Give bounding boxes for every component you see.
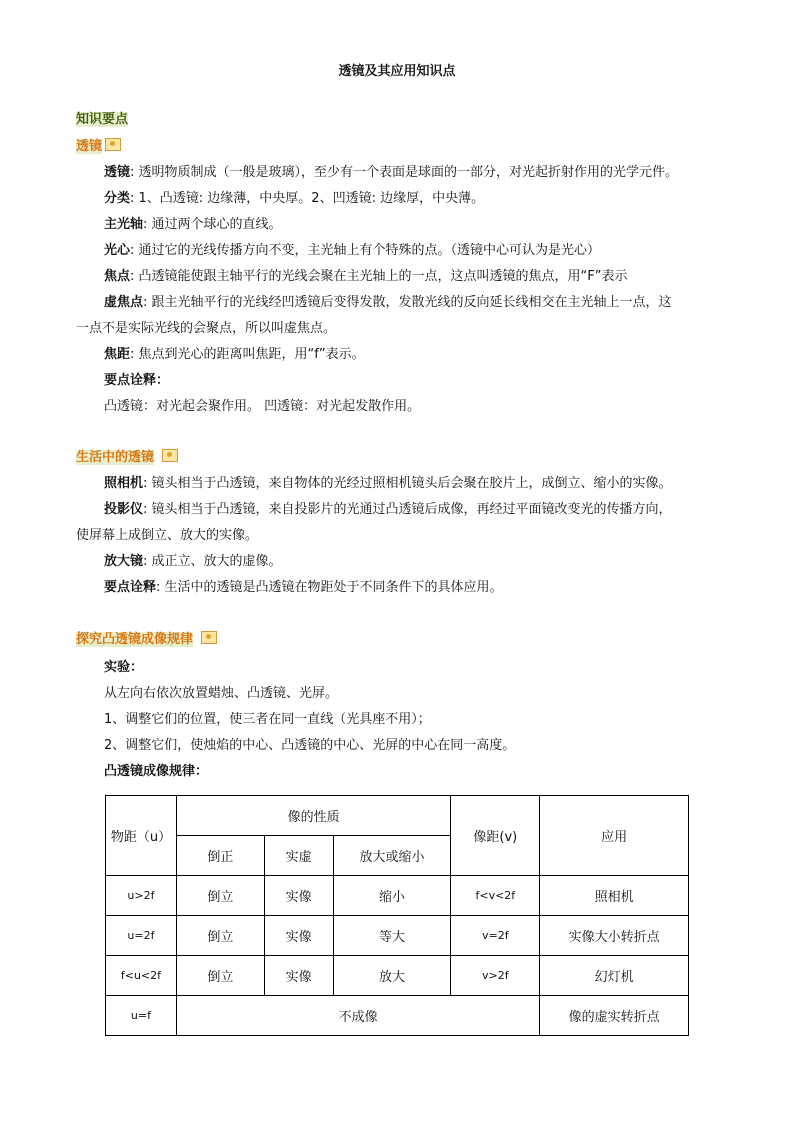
definition: 一点不是实际光线的会聚点，所以叫虚焦点。 xyxy=(76,321,337,336)
text-line xyxy=(104,239,600,258)
header-image-distance: 像距(v) xyxy=(451,796,540,876)
text-line xyxy=(104,656,143,675)
cell-application: 幻灯机 xyxy=(540,956,689,996)
text-line xyxy=(104,498,672,517)
definition: : 生活中的透镜是凸透镜在物距处于不同条件下的具体应用。 xyxy=(156,580,503,595)
table-header-row xyxy=(106,796,689,836)
text-line xyxy=(76,524,258,543)
cell-v: v=2f xyxy=(451,916,540,956)
cell-size: 放大 xyxy=(333,956,451,996)
cell-size: 缩小 xyxy=(333,876,451,916)
cell-real-virtual: 实像 xyxy=(264,916,333,956)
page-title: 透镜及其应用知识点 xyxy=(338,64,456,79)
term: 要点诠释： xyxy=(104,373,170,388)
table-row xyxy=(106,916,689,956)
term: 透镜 xyxy=(104,165,131,180)
header-real-virtual: 实虚 xyxy=(264,836,333,876)
definition: : 成正立、放大的虚像。 xyxy=(143,554,282,569)
text-line xyxy=(104,213,282,232)
term: 光心 xyxy=(104,243,131,258)
text-line xyxy=(104,265,627,284)
cell-v: f<v<2f xyxy=(451,876,540,916)
term: 实验： xyxy=(104,660,144,675)
definition: 从左向右依次放置蜡烛、凸透镜、光屏。 xyxy=(104,686,339,701)
cell-orientation: 倒立 xyxy=(176,956,264,996)
section-header-experiment xyxy=(76,628,217,647)
section-header-knowledge xyxy=(76,108,128,127)
cell-orientation: 倒立 xyxy=(176,916,264,956)
term: 凸透镜成像规律： xyxy=(104,764,209,779)
text-line xyxy=(104,291,672,310)
text-line xyxy=(104,187,484,206)
cell-no-image: 不成像 xyxy=(176,996,539,1036)
cell-real-virtual: 实像 xyxy=(264,956,333,996)
definition: : 通过它的光线传播方向不变，主光轴上有个特殊的点。（透镜中心可认为是光心） xyxy=(130,243,601,258)
term: 焦距 xyxy=(104,347,131,362)
text-line xyxy=(104,550,282,569)
header-application: 应用 xyxy=(540,796,689,876)
definition: 使屏幕上成倒立、放大的实像。 xyxy=(76,528,259,543)
term: 照相机 xyxy=(104,476,144,491)
text-line xyxy=(104,576,503,595)
definition: 2、调整它们，使烛焰的中心、凸透镜的中心、光屏的中心在同一高度。 xyxy=(104,738,516,753)
header-image-properties: 像的性质 xyxy=(176,796,450,836)
definition: : 1、凸透镜: 边缘薄，中央厚。2、凹透镜: 边缘厚，中央薄。 xyxy=(130,191,485,206)
definition: 凸透镜：对光起会聚作用。 凹透镜：对光起发散作用。 xyxy=(104,399,421,414)
cell-u: u=f xyxy=(106,996,177,1036)
cell-u: u=2f xyxy=(106,916,177,956)
imaging-rules-table xyxy=(105,795,689,1036)
text-line xyxy=(104,760,208,779)
cell-application: 像的虚实转折点 xyxy=(540,996,689,1036)
subsection-header-label: 透镜 xyxy=(76,139,103,154)
definition: : 焦点到光心的距离叫焦距，用“f”表示。 xyxy=(130,347,365,362)
header-object-distance: 物距（u） xyxy=(106,796,177,876)
cell-size: 等大 xyxy=(333,916,451,956)
section-header-label: 探究凸透镜成像规律 xyxy=(76,632,194,647)
table-row xyxy=(106,956,689,996)
table-row xyxy=(106,996,689,1036)
cell-orientation: 倒立 xyxy=(176,876,264,916)
definition: : 镜头相当于凸透镜，来自物体的光经过照相机镜头后会聚在胶片上，成倒立、缩小的实像。 xyxy=(143,476,672,491)
text-line xyxy=(104,395,420,414)
header-orientation: 倒正 xyxy=(176,836,264,876)
page-icon xyxy=(105,138,121,151)
section-header-label: 知识要点 xyxy=(76,112,129,127)
text-line xyxy=(104,343,365,362)
page-icon xyxy=(201,631,217,644)
text-line xyxy=(104,472,672,491)
term: 焦点 xyxy=(104,269,131,284)
term: 主光轴 xyxy=(104,217,144,232)
definition: : 跟主光轴平行的光线经凹透镜后变得发散，发散光线的反向延长线相交在主光轴上一点，这 xyxy=(143,295,672,310)
definition: : 镜头相当于凸透镜，来自投影片的光通过凸透镜后成像，再经过平面镜改变光的传播方向， xyxy=(143,502,672,517)
text-line xyxy=(104,369,169,388)
section-header-label: 生活中的透镜 xyxy=(76,450,155,465)
page-icon xyxy=(162,449,178,462)
text-line xyxy=(104,734,515,753)
term: 虚焦点 xyxy=(104,295,144,310)
section-header-life-lenses xyxy=(76,446,178,465)
term: 要点诠释 xyxy=(104,580,157,595)
definition: 1、调整它们的位置，使三者在同一直线（光具座不用）； xyxy=(104,712,431,727)
definition: : 透明物质制成（一般是玻璃），至少有一个表面是球面的一部分，对光起折射作用的光学元件。 xyxy=(130,165,679,180)
definition: : 凸透镜能使跟主轴平行的光线会聚在主光轴上的一点，这点叫透镜的焦点，用“F”表示 xyxy=(130,269,628,284)
text-line xyxy=(104,682,338,701)
subsection-header-lens xyxy=(76,135,121,154)
header-size: 放大或缩小 xyxy=(333,836,451,876)
term: 投影仪 xyxy=(104,502,144,517)
text-line xyxy=(76,317,336,336)
cell-u: f<u<2f xyxy=(106,956,177,996)
cell-application: 实像大小转折点 xyxy=(540,916,689,956)
text-line xyxy=(104,708,431,727)
term: 分类 xyxy=(104,191,131,206)
text-line xyxy=(104,161,678,180)
cell-real-virtual: 实像 xyxy=(264,876,333,916)
table-row xyxy=(106,876,689,916)
term: 放大镜 xyxy=(104,554,144,569)
cell-application: 照相机 xyxy=(540,876,689,916)
cell-u: u>2f xyxy=(106,876,177,916)
definition: : 通过两个球心的直线。 xyxy=(143,217,282,232)
cell-v: v>2f xyxy=(451,956,540,996)
